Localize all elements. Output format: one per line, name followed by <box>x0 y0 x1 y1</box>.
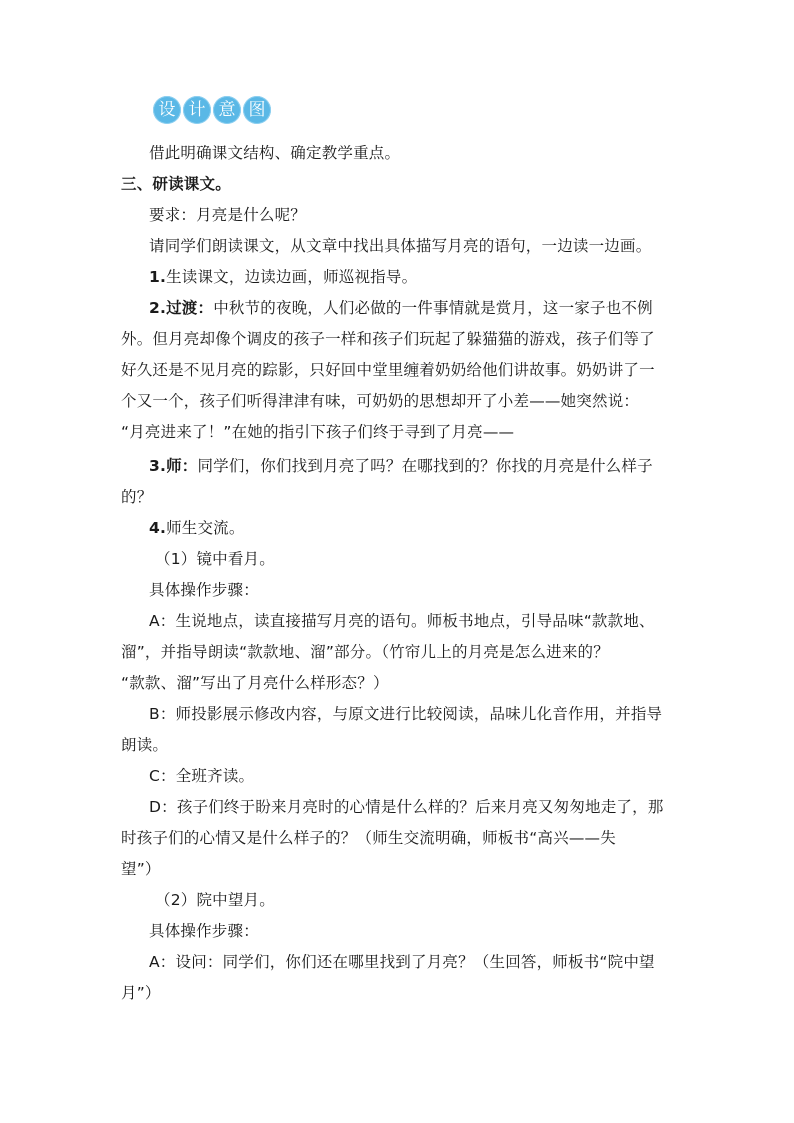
step-label: 2.过渡： <box>149 299 214 317</box>
paragraph-line: 溜”，并指导朗读“款款地、溜”部分。（竹帘儿上的月亮是怎么进来的？ <box>121 643 609 661</box>
paragraph-line: 个又一个，孩子们听得津津有味，可奶奶的思想却开了小差——她突然说： <box>121 392 640 410</box>
paragraph-line: 具体操作步骤： <box>149 581 259 599</box>
step-label: 4. <box>149 519 167 537</box>
badge-char: 设 <box>153 96 181 124</box>
paragraph-line: “款款、溜”写出了月亮什么样形态？） <box>121 674 389 692</box>
paragraph-line: A：设问：同学们，你们还在哪里找到了月亮？（生回答，师板书“院中望 <box>149 953 655 971</box>
step-label: 1. <box>149 268 167 286</box>
paragraph-line: 借此明确课文结构、确定教学重点。 <box>149 144 401 162</box>
paragraph-line: D：孩子们终于盼来月亮时的心情是什么样的？后来月亮又匆匆地走了，那 <box>149 798 664 816</box>
paragraph-line: 月”） <box>121 984 161 1002</box>
step-line <box>149 265 417 287</box>
step-line <box>149 296 653 318</box>
step-line <box>149 454 653 476</box>
paragraph-line: 好久还是不见月亮的踪影，只好回中堂里缠着奶奶给他们讲故事。奶奶讲了一 <box>121 361 655 379</box>
paragraph-line: “月亮进来了！”在她的指引下孩子们终于寻到了月亮—— <box>121 423 515 441</box>
paragraph-line: A：生说地点，读直接描写月亮的语句。师板书地点，引导品味“款款地、 <box>149 612 655 630</box>
step-label: 3.师： <box>149 457 198 475</box>
section-heading: 三、研读课文。 <box>121 175 231 193</box>
paragraph-line: 的？ <box>121 488 153 506</box>
step-text: 师生交流。 <box>166 519 245 537</box>
paragraph-line: 望”） <box>121 860 161 878</box>
paragraph-line: 时孩子们的心情又是什么样子的？（师生交流明确，师板书“高兴——失 <box>121 829 616 847</box>
step-text: 生读课文，边读边画，师巡视指导。 <box>166 268 418 286</box>
subsection-heading: （2）院中望月。 <box>155 891 275 909</box>
step-text: 中秋节的夜晚，人们必做的一件事情就是赏月，这一家子也不例 <box>213 299 653 317</box>
step-line <box>149 516 245 538</box>
badge-char: 意 <box>213 96 241 124</box>
subsection-heading: （1）镜中看月。 <box>155 550 275 568</box>
paragraph-line: C：全班齐读。 <box>149 767 255 785</box>
paragraph-line: 具体操作步骤： <box>149 922 259 940</box>
design-intent-badge <box>153 96 271 126</box>
paragraph-line: B：师投影展示修改内容，与原文进行比较阅读，品味儿化音作用，并指导 <box>149 705 663 723</box>
badge-char: 计 <box>183 96 211 124</box>
paragraph-line: 要求：月亮是什么呢？ <box>149 206 307 224</box>
paragraph-line: 外。但月亮却像个调皮的孩子一样和孩子们玩起了躲猫猫的游戏，孩子们等了 <box>121 330 655 348</box>
badge-char: 图 <box>243 96 271 124</box>
paragraph-line: 请同学们朗读课文，从文章中找出具体描写月亮的语句，一边读一边画。 <box>149 237 652 255</box>
step-text: 同学们，你们找到月亮了吗？在哪找到的？你找的月亮是什么样子 <box>197 457 653 475</box>
paragraph-line: 朗读。 <box>121 736 169 754</box>
